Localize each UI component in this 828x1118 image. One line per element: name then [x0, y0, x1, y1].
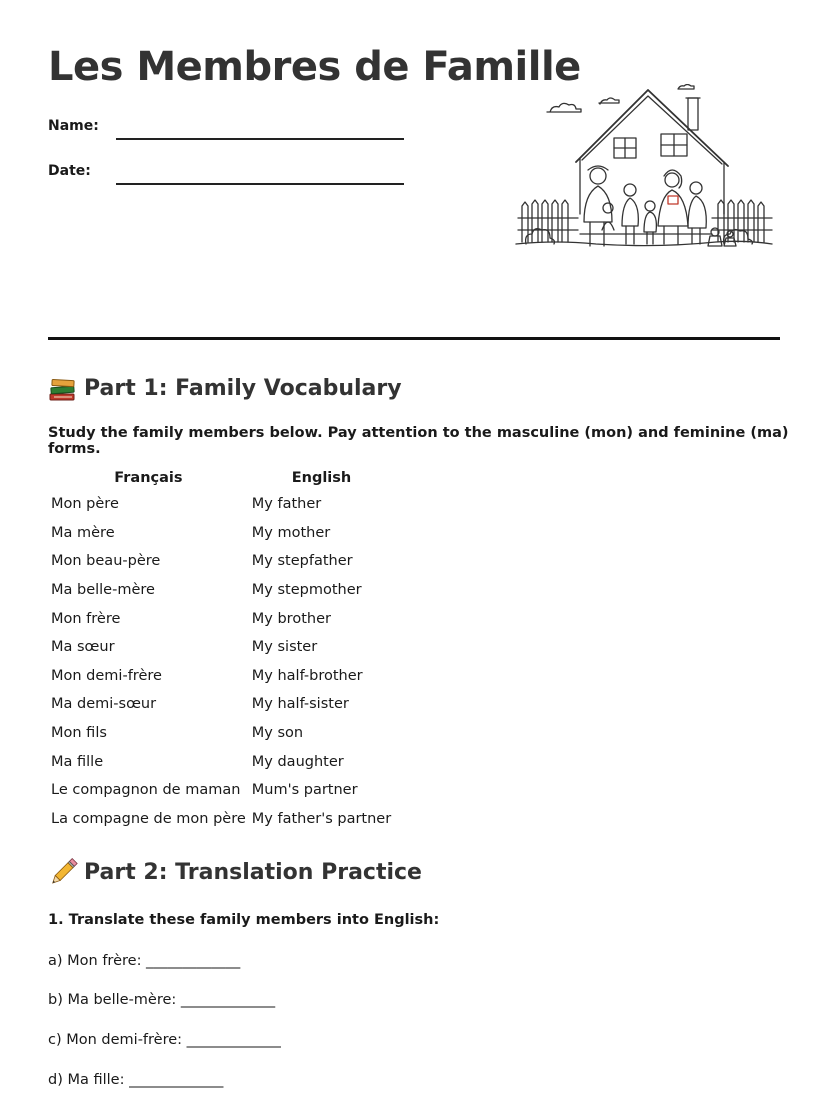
- part1-heading-text: Part 1: Family Vocabulary: [84, 375, 402, 401]
- french-term: Ma belle-mère: [51, 582, 155, 599]
- pencil-emoji-icon: [48, 858, 78, 886]
- table-header-row: [48, 466, 394, 490]
- page-title: Les Membres de Famille: [48, 44, 581, 90]
- translation-item-b[interactable]: b) Ma belle-mère: _____________: [48, 992, 276, 1008]
- translation-item-d[interactable]: d) Ma fille: _____________: [48, 1072, 224, 1088]
- books-emoji-icon: [48, 374, 78, 402]
- english-term: My stepmother: [251, 582, 362, 599]
- english-term: My father's partner: [251, 810, 392, 827]
- date-field[interactable]: [48, 163, 404, 179]
- table-row: [48, 490, 394, 519]
- table-row: [48, 519, 394, 548]
- french-term: Mon beau-père: [51, 553, 161, 570]
- french-term: Ma demi-sœur: [51, 696, 157, 713]
- english-term: My brother: [251, 610, 331, 627]
- french-term: Ma sœur: [51, 639, 115, 656]
- table-row: [48, 547, 394, 576]
- table-row: [48, 776, 394, 805]
- table-row: [48, 805, 394, 834]
- table-row: [48, 604, 394, 633]
- name-label: Name:: [48, 118, 99, 134]
- part2-heading: [48, 858, 422, 886]
- column-header-francais: Français: [114, 470, 183, 486]
- table-row: [48, 719, 394, 748]
- french-term: Mon fils: [51, 725, 107, 742]
- french-term: Mon père: [51, 496, 119, 513]
- table-row: [48, 662, 394, 691]
- english-term: My daughter: [251, 753, 344, 770]
- english-term: My half-sister: [251, 696, 349, 713]
- english-term: My mother: [251, 524, 331, 541]
- english-term: My stepfather: [251, 553, 353, 570]
- french-term: Ma mère: [51, 524, 115, 541]
- french-term: La compagne de mon père: [51, 810, 246, 827]
- english-term: My sister: [251, 639, 318, 656]
- translation-item-a[interactable]: a) Mon frère: _____________: [48, 953, 241, 969]
- french-term: Mon demi-frère: [51, 667, 162, 684]
- table-row: [48, 576, 394, 605]
- french-term: Mon frère: [51, 610, 121, 627]
- section-divider: [48, 337, 780, 340]
- date-blank-line[interactable]: [116, 183, 404, 185]
- english-term: My son: [251, 725, 304, 742]
- english-term: Mum's partner: [251, 782, 358, 799]
- name-field[interactable]: [48, 118, 404, 134]
- column-header-english: English: [291, 470, 352, 486]
- english-term: My father: [251, 496, 322, 513]
- table-row: [48, 747, 394, 776]
- translation-item-c[interactable]: c) Mon demi-frère: _____________: [48, 1032, 281, 1048]
- translation-question: 1. Translate these family members into English:: [48, 912, 440, 928]
- english-term: My half-brother: [251, 667, 363, 684]
- house-family-illustration: [512, 84, 776, 256]
- french-term: Le compagnon de maman: [51, 782, 241, 799]
- table-row: [48, 690, 394, 719]
- part1-heading: [48, 374, 402, 402]
- vocabulary-table: [48, 466, 394, 833]
- french-term: Ma fille: [51, 753, 104, 770]
- date-label: Date:: [48, 163, 91, 179]
- part2-heading-text: Part 2: Translation Practice: [84, 859, 422, 885]
- table-row: [48, 633, 394, 662]
- part1-instruction: Study the family members below. Pay attention to the masculine (mon) and feminine (ma) forms.: [48, 425, 789, 457]
- name-blank-line[interactable]: [116, 138, 404, 140]
